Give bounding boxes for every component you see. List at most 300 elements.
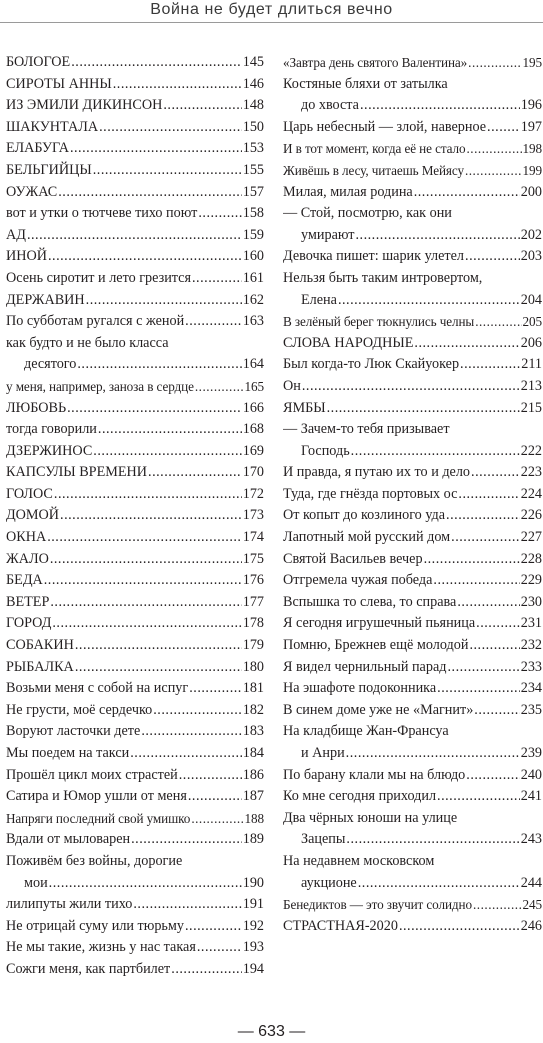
toc-entry	[283, 786, 542, 808]
toc-entry-title: Елена	[301, 291, 337, 308]
toc-entry	[283, 765, 542, 787]
toc-entry	[283, 95, 542, 117]
toc-entry	[6, 376, 264, 398]
toc-entry	[6, 268, 264, 290]
toc-entry	[6, 290, 264, 312]
toc-entry-title: ДОМОЙ	[6, 507, 60, 524]
toc-entry-page: 157	[242, 183, 264, 200]
toc-entry-title: ГОЛОС	[6, 485, 53, 502]
toc-entry-title: Святой Васильев вечер	[283, 550, 423, 567]
toc-entry-page: 235	[520, 701, 542, 718]
toc-entry-title: ВЕТЕР	[6, 593, 50, 610]
toc-entry-page: 215	[520, 399, 542, 416]
toc-entry-title: ШАКУНТАЛА	[6, 118, 99, 135]
toc-entry-page: 177	[242, 593, 264, 610]
toc-entry-title: По субботам ругался с женой	[6, 313, 185, 330]
toc-entry-title: Напряги последний свой умишко	[6, 810, 191, 826]
toc-dot-leader	[141, 721, 241, 743]
toc-entry	[283, 570, 542, 592]
toc-entry-title: как будто и не было класса	[6, 334, 169, 351]
toc-dot-leader	[54, 484, 242, 506]
toc-entry	[283, 268, 542, 290]
toc-entry-page: 179	[242, 637, 264, 654]
toc-entry-page: 194	[242, 960, 264, 977]
toc-dot-leader	[75, 657, 242, 679]
toc-entry	[6, 678, 264, 700]
toc-dot-leader	[93, 160, 242, 182]
toc-dot-leader	[50, 592, 241, 614]
toc-entry	[283, 138, 542, 160]
toc-entry-title: и Анри	[301, 745, 345, 761]
toc-entry-title: Поживём без войны, дорогие	[6, 852, 183, 869]
toc-entry	[6, 441, 264, 463]
toc-dot-leader	[355, 225, 519, 247]
toc-dot-leader	[133, 894, 241, 916]
toc-entry-title: Костяные бляхи от затылка	[283, 75, 448, 92]
toc-entry-page: 168	[242, 421, 264, 438]
toc-entry-page: 162	[242, 291, 264, 308]
toc-dot-leader	[451, 527, 520, 549]
toc-entry	[6, 635, 264, 657]
toc-entry-title: И в тот момент, когда её не стало	[283, 141, 466, 157]
toc-entry	[6, 462, 264, 484]
toc-dot-leader	[27, 225, 242, 247]
toc-entry	[6, 743, 264, 765]
toc-entry	[283, 484, 542, 506]
toc-entry-page: 234	[520, 680, 542, 697]
toc-entry	[6, 138, 264, 160]
toc-entry	[6, 613, 264, 635]
toc-entry-title: ЖАЛО	[6, 550, 49, 567]
toc-entry-page: 203	[520, 248, 542, 265]
toc-entry-title: ДЗЕРЖИНОС	[6, 442, 93, 459]
toc-entry-title: вот и утки о тютчеве тихо поют	[6, 205, 198, 222]
toc-dot-leader	[346, 829, 519, 851]
toc-dot-leader	[52, 613, 241, 635]
toc-entry	[6, 873, 264, 895]
toc-dot-leader	[198, 203, 241, 225]
toc-dot-leader	[86, 290, 242, 312]
toc-entry-page: 195	[522, 55, 542, 70]
toc-entry	[283, 678, 542, 700]
toc-entry	[6, 203, 264, 225]
toc-dot-leader	[399, 916, 520, 938]
toc-entry-title: мои	[24, 874, 48, 891]
toc-entry-page: 229	[520, 572, 542, 589]
toc-entry-page: 200	[520, 183, 542, 200]
toc-entry	[6, 786, 264, 808]
toc-dot-leader	[93, 441, 241, 463]
toc-dot-leader	[163, 95, 241, 117]
toc-entry-title: Прошёл цикл моих страстей	[6, 766, 178, 783]
toc-dot-leader	[447, 657, 519, 679]
toc-entry-page: 170	[242, 464, 264, 481]
toc-entry	[6, 419, 264, 441]
toc-entry-page: 224	[520, 485, 542, 502]
toc-entry-page: 153	[242, 140, 264, 157]
toc-entry	[6, 851, 264, 873]
running-header	[0, 0, 543, 32]
toc-entry-title: От копыт до козлиного уда	[283, 507, 446, 524]
toc-dot-leader	[113, 74, 242, 96]
toc-entry	[6, 657, 264, 679]
toc-entry-page: 161	[242, 269, 264, 286]
toc-entry-page: 182	[242, 701, 264, 718]
toc-dot-leader	[130, 743, 241, 765]
toc-entry-title: Два чёрных юноши на улице	[283, 809, 458, 826]
toc-entry-title: Не грусти, моё сердечко	[6, 701, 153, 718]
toc-entry-page: 158	[242, 205, 264, 222]
toc-entry-page: 204	[520, 291, 542, 308]
toc-entry-title: ОУЖАС	[6, 183, 58, 200]
toc-entry-page: 240	[520, 766, 542, 783]
toc-entry	[283, 246, 542, 268]
toc-entry	[6, 74, 264, 96]
toc-entry-page: 172	[242, 485, 264, 502]
toc-entry-title: Нельзя быть таким интровертом,	[283, 269, 483, 286]
toc-entry	[6, 829, 264, 851]
toc-dot-leader	[71, 52, 242, 74]
toc-entry-page: 232	[520, 637, 542, 654]
toc-entry	[283, 354, 542, 376]
toc-entry	[283, 613, 542, 635]
toc-entry-page: 239	[520, 745, 542, 761]
toc-entry	[6, 505, 264, 527]
toc-dot-leader	[414, 182, 520, 204]
toc-entry-title: БЕЛЬГИЙЦЫ	[6, 161, 92, 178]
toc-entry	[6, 700, 264, 722]
toc-entry-title: ЛЮБОВЬ	[6, 399, 67, 416]
toc-entry-title: РЫБАЛКА	[6, 658, 74, 675]
toc-dot-leader	[153, 700, 241, 722]
toc-entry-title: Сатира и Юмор ушли от меня	[6, 788, 187, 805]
toc-entry	[283, 505, 542, 527]
toc-dot-leader	[99, 117, 242, 139]
toc-entry-title: — Стой, посмотрю, как они	[283, 205, 452, 222]
toc-entry-title: у меня, например, заноза в сердце	[6, 378, 194, 394]
toc-entry-page: 223	[520, 464, 542, 481]
header-rule	[0, 22, 543, 23]
toc-dot-leader	[75, 635, 242, 657]
toc-entry-title: Помню, Брежнев ещё молодой	[283, 637, 469, 654]
toc-entry-title: Ко мне сегодня приходил	[283, 788, 437, 805]
toc-dot-leader	[460, 354, 520, 376]
toc-entry-title: Отгремела чужая победа	[283, 572, 433, 589]
toc-dot-leader	[67, 398, 242, 420]
toc-dot-leader	[351, 441, 520, 463]
toc-entry-page: 241	[520, 788, 542, 805]
toc-entry	[6, 484, 264, 506]
toc-entry	[6, 765, 264, 787]
toc-entry	[283, 894, 542, 916]
toc-dot-leader	[131, 829, 242, 851]
toc-entry-page: 145	[242, 54, 264, 70]
toc-entry	[283, 182, 542, 204]
toc-entry-title: умирают	[301, 226, 355, 243]
toc-dot-leader	[191, 808, 243, 830]
toc-entry-title: АД	[6, 226, 26, 243]
toc-entry-page: 213	[520, 377, 542, 394]
toc-entry	[6, 959, 264, 981]
toc-dot-leader	[476, 613, 520, 635]
page-number: — 633 —	[237, 1023, 306, 1040]
toc-entry-page: 192	[242, 917, 264, 934]
toc-dot-leader	[433, 570, 519, 592]
toc-entry-title: СОБАКИН	[6, 637, 74, 654]
toc-column-left	[6, 52, 264, 981]
toc-entry-title: лилипуты жили тихо	[6, 896, 133, 913]
toc-entry-title: десятого	[24, 356, 77, 373]
toc-entry-page: 231	[520, 615, 542, 632]
toc-entry	[283, 333, 542, 355]
toc-entry-page: 181	[242, 680, 264, 697]
toc-entry-page: 246	[520, 917, 542, 934]
toc-entry-page: 164	[242, 356, 264, 373]
toc-entry-page: 173	[242, 507, 264, 524]
toc-entry	[6, 592, 264, 614]
toc-entry-title: В синем доме уже не «Магнит»	[283, 701, 474, 718]
toc-dot-leader	[457, 592, 519, 614]
toc-entry	[6, 808, 264, 830]
toc-entry-page: 222	[520, 442, 542, 459]
toc-entry-title: На кладбище Жан-Франсуа	[283, 723, 449, 740]
toc-entry-title: ЯМБЫ	[283, 399, 326, 416]
toc-entry-page: 148	[242, 97, 264, 114]
toc-entry	[283, 419, 542, 441]
toc-entry-page: 198	[522, 141, 542, 157]
toc-entry-page: 183	[242, 723, 264, 740]
toc-entry-title: Я сегодня игрушечный пьяница	[283, 615, 476, 632]
toc-dot-leader	[49, 873, 242, 895]
toc-entry-page: 160	[242, 248, 264, 265]
toc-entry-title: ДЕРЖАВИН	[6, 291, 85, 308]
toc-entry	[283, 635, 542, 657]
toc-dot-leader	[466, 765, 519, 787]
toc-entry-title: БОЛОГОЕ	[6, 54, 71, 70]
toc-dot-leader	[468, 52, 521, 74]
toc-entry-page: 150	[242, 118, 264, 135]
toc-entry-page: 243	[520, 831, 542, 848]
toc-entry-page: 166	[242, 399, 264, 416]
toc-entry-page: 187	[242, 788, 264, 805]
toc-dot-leader	[467, 138, 522, 160]
toc-dot-leader	[487, 117, 520, 139]
toc-entry-page: 155	[242, 161, 264, 178]
toc-entry-title: ИЗ ЭМИЛИ ДИКИНСОН	[6, 97, 163, 114]
toc-dot-leader	[327, 398, 520, 420]
toc-entry-page: 233	[520, 658, 542, 675]
toc-dot-leader	[179, 765, 242, 787]
toc-entry-page: 193	[242, 939, 264, 956]
toc-entry-page: 169	[242, 442, 264, 459]
toc-entry	[6, 225, 264, 247]
toc-dot-leader	[358, 873, 520, 895]
toc-entry-title: Возьми меня с собой на испуг	[6, 680, 189, 697]
toc-entry-page: 178	[242, 615, 264, 632]
toc-dot-leader	[148, 462, 242, 484]
toc-entry-title: Туда, где гнёзда портовых ос	[283, 485, 458, 502]
toc-entry-page: 228	[520, 550, 542, 567]
toc-entry	[283, 74, 542, 96]
toc-entry-page: 244	[520, 874, 542, 891]
toc-entry-page: 205	[522, 314, 542, 330]
toc-dot-leader	[197, 937, 242, 959]
toc-entry	[283, 52, 542, 74]
toc-entry	[283, 657, 542, 679]
toc-entry	[283, 851, 542, 873]
toc-entry	[283, 311, 542, 333]
toc-dot-leader	[47, 527, 242, 549]
toc-entry-title: Я видел чернильный парад	[283, 658, 447, 675]
toc-entry	[6, 333, 264, 355]
toc-entry	[283, 441, 542, 463]
toc-dot-leader	[471, 462, 520, 484]
toc-entry-title: Был когда-то Люк Скайуокер	[283, 356, 460, 373]
toc-dot-leader	[437, 786, 520, 808]
toc-entry-title: СИРОТЫ АННЫ	[6, 75, 112, 92]
toc-dot-leader	[44, 570, 242, 592]
toc-entry	[283, 592, 542, 614]
toc-entry	[6, 354, 264, 376]
toc-entry	[6, 916, 264, 938]
toc-entry-page: 191	[242, 896, 264, 913]
toc-dot-leader	[48, 246, 242, 268]
toc-dot-leader	[346, 743, 520, 765]
toc-dot-leader	[473, 894, 522, 916]
toc-dot-leader	[475, 311, 521, 333]
toc-entry-page: 202	[520, 226, 542, 243]
toc-entry-title: аукционе	[301, 874, 357, 891]
toc-entry-title: до хвоста	[301, 97, 359, 114]
toc-entry-title: Девочка пишет: шарик улетел	[283, 248, 465, 265]
toc-entry	[283, 203, 542, 225]
toc-entry-page: 184	[242, 745, 264, 761]
toc-entry	[6, 95, 264, 117]
toc-entry-page: 189	[242, 831, 264, 848]
toc-entry-title: ОКНА	[6, 529, 47, 546]
toc-entry	[283, 829, 542, 851]
toc-entry	[283, 527, 542, 549]
toc-entry-title: СЛОВА НАРОДНЫЕ	[283, 334, 414, 351]
toc-entry	[283, 398, 542, 420]
toc-entry-page: 245	[522, 897, 542, 913]
toc-entry	[6, 570, 264, 592]
toc-entry-title: Лапотный мой русский дом	[283, 529, 451, 546]
toc-entry-title: ГОРОД	[6, 615, 52, 632]
toc-dot-leader	[446, 505, 520, 527]
toc-entry-title: «Завтра день святого Валентина»	[283, 55, 468, 70]
toc-dot-leader	[360, 95, 520, 117]
toc-entry	[6, 721, 264, 743]
toc-entry-title: ЕЛАБУГА	[6, 140, 69, 157]
toc-dot-leader	[50, 549, 242, 571]
toc-entry-page: 186	[242, 766, 264, 783]
running-title: Война не будет длиться вечно	[150, 1, 393, 18]
toc-entry-page: 211	[521, 356, 542, 373]
toc-entry	[283, 700, 542, 722]
toc-entry-page: 175	[242, 550, 264, 567]
toc-dot-leader	[58, 182, 242, 204]
toc-dot-leader	[437, 678, 520, 700]
toc-entry-page: 188	[244, 810, 264, 826]
toc-entry-page: 180	[242, 658, 264, 675]
toc-dot-leader	[469, 635, 519, 657]
toc-entry	[283, 549, 542, 571]
toc-entry-page: 206	[520, 334, 542, 351]
toc-entry-title: БЕДА	[6, 572, 43, 589]
toc-dot-leader	[195, 376, 244, 398]
toc-entry-page: 176	[242, 572, 264, 589]
toc-entry	[283, 808, 542, 830]
toc-dot-leader	[171, 959, 241, 981]
toc-entry	[6, 117, 264, 139]
toc-entry-title: Воруют ласточки дете	[6, 723, 141, 740]
toc-entry-title: Не отрицай суму или тюрьму	[6, 917, 184, 934]
toc-dot-leader	[414, 333, 519, 355]
toc-entry	[6, 894, 264, 916]
toc-dot-leader	[60, 505, 242, 527]
toc-entry	[6, 52, 264, 74]
toc-entry-title: ИНОЙ	[6, 248, 47, 265]
toc-dot-leader	[302, 376, 520, 398]
toc-entry	[283, 721, 542, 743]
toc-dot-leader	[424, 549, 520, 571]
toc-entry-title: Бенедиктов — это звучит солидно	[283, 897, 472, 913]
toc-entry-page: 159	[242, 226, 264, 243]
toc-column-right	[283, 52, 542, 937]
toc-entry-title: Живёшь в лесу, читаешь Мейясу	[283, 162, 464, 178]
toc-entry-page: 199	[522, 162, 542, 178]
toc-entry	[6, 160, 264, 182]
toc-entry	[283, 160, 542, 182]
toc-entry-title: — Зачем-то тебя призывает	[283, 421, 450, 438]
toc-entry-title: Он	[283, 377, 301, 394]
toc-entry	[283, 462, 542, 484]
toc-entry-page: 226	[520, 507, 542, 524]
toc-dot-leader	[77, 354, 241, 376]
toc-entry-page: 146	[242, 75, 264, 92]
toc-dot-leader	[70, 138, 242, 160]
toc-entry-page: 165	[244, 378, 264, 394]
toc-entry	[283, 290, 542, 312]
toc-entry-title: Сожги меня, как партбилет	[6, 960, 171, 977]
toc-entry-title: На недавнем московском	[283, 852, 435, 869]
toc-entry-title: В зелёный берег тюкнулись челны	[283, 314, 475, 330]
toc-entry	[6, 937, 264, 959]
toc-entry-page: 174	[242, 529, 264, 546]
toc-dot-leader	[338, 290, 520, 312]
toc-entry-title: Господь	[301, 442, 350, 459]
toc-dot-leader	[188, 786, 242, 808]
toc-entry	[6, 311, 264, 333]
toc-entry	[6, 398, 264, 420]
toc-dot-leader	[98, 419, 242, 441]
toc-entry-title: Милая, милая родина	[283, 183, 413, 200]
toc-entry-title: Осень сиротит и лето грезится	[6, 269, 191, 286]
toc-dot-leader	[189, 678, 242, 700]
toc-entry-title: На эшафоте подоконника	[283, 680, 437, 697]
toc-entry-title: И правда, я путаю их то и дело	[283, 464, 471, 481]
toc-entry-page: 163	[242, 313, 264, 330]
toc-entry-title: Мы поедем на такси	[6, 745, 130, 761]
toc-entry	[283, 916, 542, 938]
toc-entry	[283, 225, 542, 247]
toc-entry-title: тогда говорили	[6, 421, 97, 438]
toc-entry-page: 227	[520, 529, 542, 546]
toc-entry-title: По барану клали мы на блюдо	[283, 766, 466, 783]
toc-entry	[6, 246, 264, 268]
toc-entry	[6, 527, 264, 549]
